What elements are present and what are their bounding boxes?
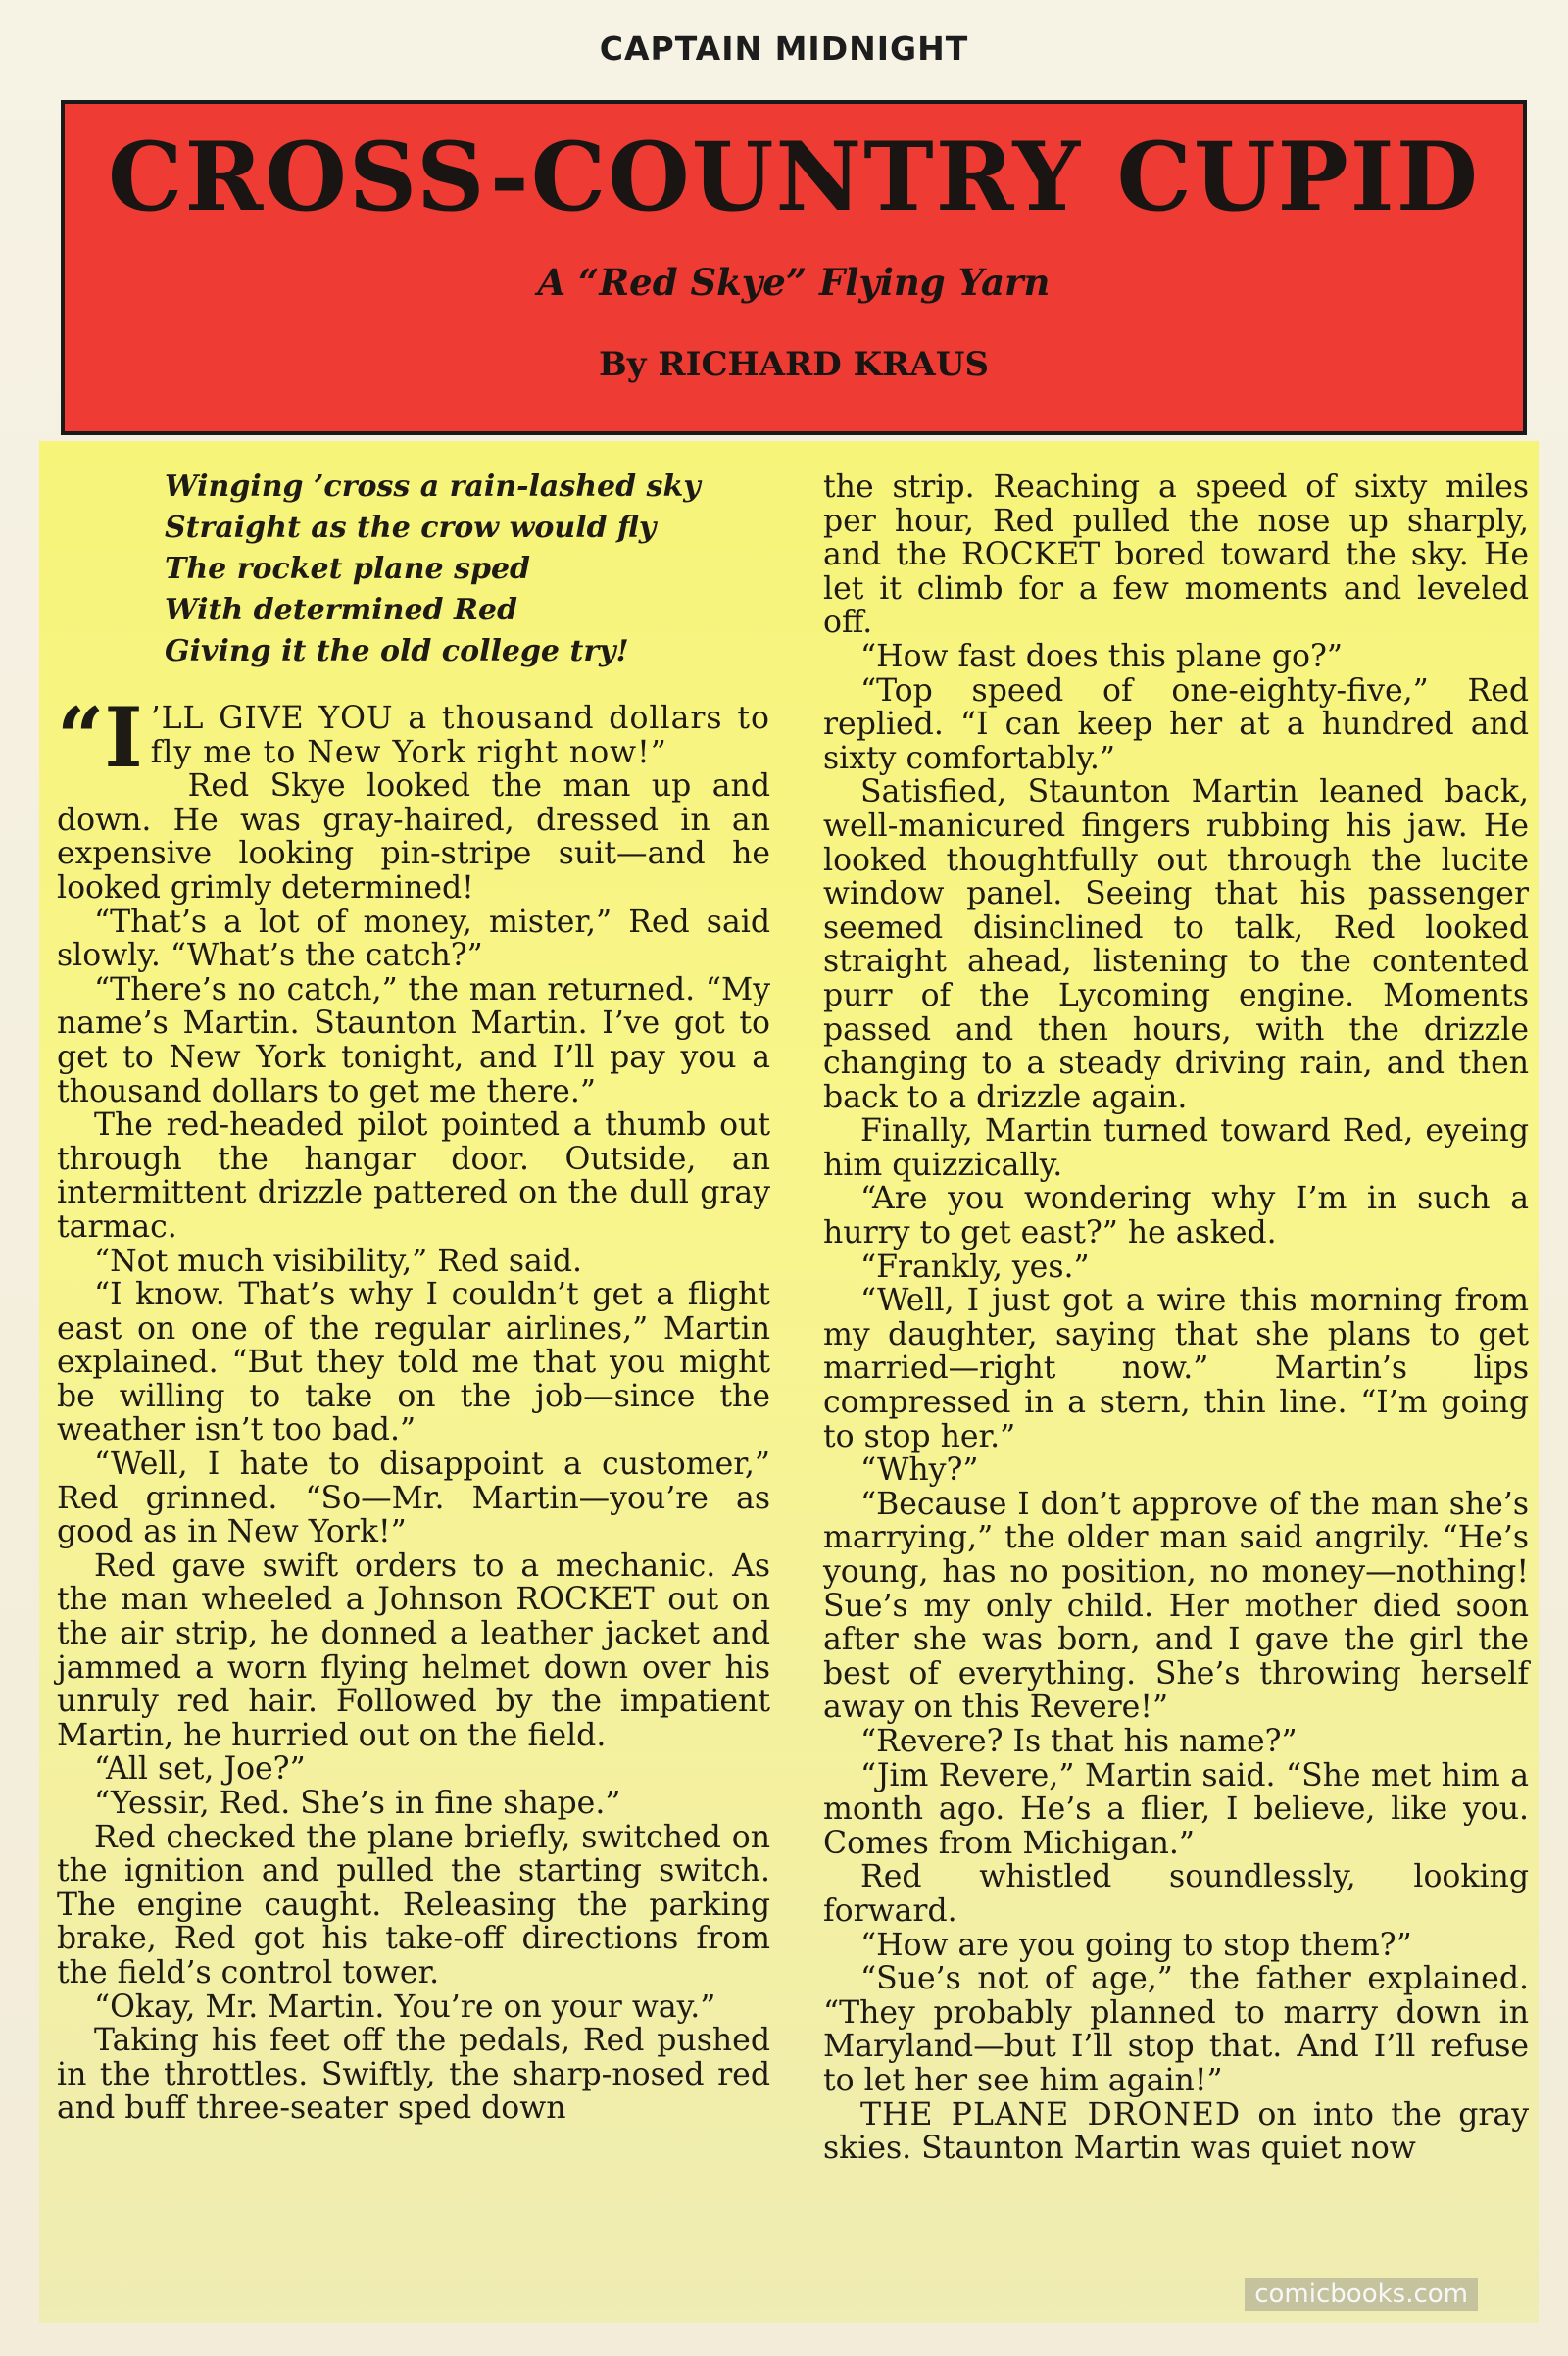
left-column: [57, 466, 770, 2126]
paragraph: “Frankly, yes.”: [860, 1249, 1090, 1285]
poem-line: With determined Red: [165, 593, 517, 627]
opening-text: ’LL GIVE YOU a thousand dollars to fly me to New York right now!”: [150, 701, 770, 770]
paragraph: Red checked the plane briefly, switched on the ignition and pulled the starting switch. The engine caught. Releasing the parking brake, Red got his take-off directions from the field’s control tower.: [57, 1819, 770, 1990]
closing-text: on into the gray skies. Staunton Martin was quiet now: [823, 2096, 1529, 2167]
paragraph: “How are you going to stop them?”: [860, 1927, 1412, 1963]
paragraph: Red Skye looked the man up and down. He was gray-haired, dressed in an expensive looking pin-stripe suit—and he looked grimly determined!: [57, 768, 770, 906]
story-title: CROSS-COUNTRY CUPID: [108, 122, 1480, 232]
closing-paragraph: [823, 2098, 1529, 2166]
paragraph: Taking his feet off the pedals, Red pushed in the throttles. Swiftly, the sharp-nosed red and buff three-seater sped down: [57, 2023, 770, 2127]
paragraph: “All set, Joe?”: [94, 1751, 306, 1788]
poem-line: Giving it the old college try!: [165, 634, 629, 668]
section-caps: THE PLANE DRONED: [860, 2096, 1242, 2133]
paragraph: Finally, Martin turned toward Red, eyeing him quizzically.: [823, 1113, 1529, 1183]
poem-line: The rocket plane sped: [165, 552, 531, 586]
running-head: CAPTAIN MIDNIGHT: [599, 29, 969, 68]
title-panel: [61, 100, 1527, 435]
paragraph: “Yessir, Red. She’s in fine shape.”: [94, 1786, 621, 1821]
right-column: [823, 470, 1529, 2166]
byline: By RICHARD KRAUS: [598, 345, 990, 384]
paragraph: “Okay, Mr. Martin. You’re on your way.”: [94, 1988, 716, 2025]
paragraph: “Sue’s not of age,” the father explained. “They probably planned to marry down in Maryland—but I’ll stop that. And I’ll refuse to let her see him again!”: [823, 1961, 1529, 2098]
paragraph: Satisfied, Staunton Martin leaned back, well-manicured fingers rubbing his jaw. He looked thoughtfully out through the lucite window panel. Seeing that his passenger seemed disinclined to talk, Red looked straight ahead, listening to the contented purr of the Lycoming engine. Moments passed and then hours, with the drizzle changing to a steady driving rain, and then back to a drizzle again.: [823, 774, 1529, 1115]
story-text-area: [39, 441, 1539, 2323]
paragraph: “I know. That’s why I couldn’t get a flight east on one of the regular airlines,” Martin explained. “But they told me that you might be willing to take on the job—since the weather isn’t too bad.”: [57, 1277, 770, 1448]
paragraph: Red whistled soundlessly, looking forward.: [823, 1859, 1529, 1929]
poem-line: Straight as the crow would fly: [165, 511, 657, 545]
intro-poem: [165, 466, 770, 672]
paragraph: “Jim Revere,” Martin said. “She met him a month ago. He’s a flier, I believe, like you. Comes from Michigan.”: [823, 1757, 1529, 1861]
paragraph-continuation: the strip. Reaching a speed of sixty miles per hour, Red pulled the nose up sharply, and the ROCKET bored toward the sky. He let it climb for a few moments and leveled off.: [823, 469, 1529, 641]
paragraph: “Well, I just got a wire this morning from my daughter, saying that she plans to get married—right now.” Martin’s lips compressed in a stern, thin line. “I’m going to stop her.”: [823, 1283, 1529, 1454]
paragraph: “Because I don’t approve of the man she’s marrying,” the older man said angrily. “He’s young, has no position, no money—nothing! Sue’s my only child. Her mother died soon after she was born, and I gave the girl the best of everything. She’s throwing herself away on this Revere!”: [823, 1486, 1529, 1726]
paragraph: “There’s no catch,” the man returned. “My name’s Martin. Staunton Martin. I’ve got to get to New York tonight, and I’ll pay you a thousand dollars to get me there.”: [57, 971, 770, 1109]
poem-line: Winging ’cross a rain-lashed sky: [165, 469, 701, 504]
paragraph: The red-headed pilot pointed a thumb out through the hangar door. Outside, an intermittent drizzle pattered on the dull gray tarmac.: [57, 1107, 770, 1245]
story-subtitle: A “Red Skye” Flying Yarn: [537, 261, 1051, 304]
paragraph: Red gave swift orders to a mechanic. As the man wheeled a Johnson ROCKET out on the air strip, he donned a leather jacket and jammed a worn flying helmet down over his unruly red hair. Followed by the impatient Martin, he hurried out on the field.: [57, 1547, 770, 1753]
paragraph: “Are you wondering why I’m in such a hurry to get east?” he asked.: [823, 1181, 1529, 1252]
paragraph: “How fast does this plane go?”: [860, 638, 1344, 674]
opening-paragraph: [57, 689, 770, 786]
paragraph: “Well, I hate to disappoint a customer,” Red grinned. “So—Mr. Martin—you’re as good as in New York!”: [57, 1447, 770, 1550]
drop-cap: “I: [57, 689, 143, 786]
paragraph: “Not much visibility,” Red said.: [94, 1243, 583, 1279]
paragraph: “Revere? Is that his name?”: [860, 1723, 1298, 1759]
watermark: comicbooks.com: [1245, 2278, 1478, 2311]
paragraph: “Why?”: [860, 1452, 979, 1489]
paragraph: “Top speed of one-eighty-five,” Red replied. “I can keep her at a hundred and sixty comfortably.”: [823, 672, 1529, 776]
paragraph: “That’s a lot of money, mister,” Red said slowly. “What’s the catch?”: [57, 904, 770, 974]
